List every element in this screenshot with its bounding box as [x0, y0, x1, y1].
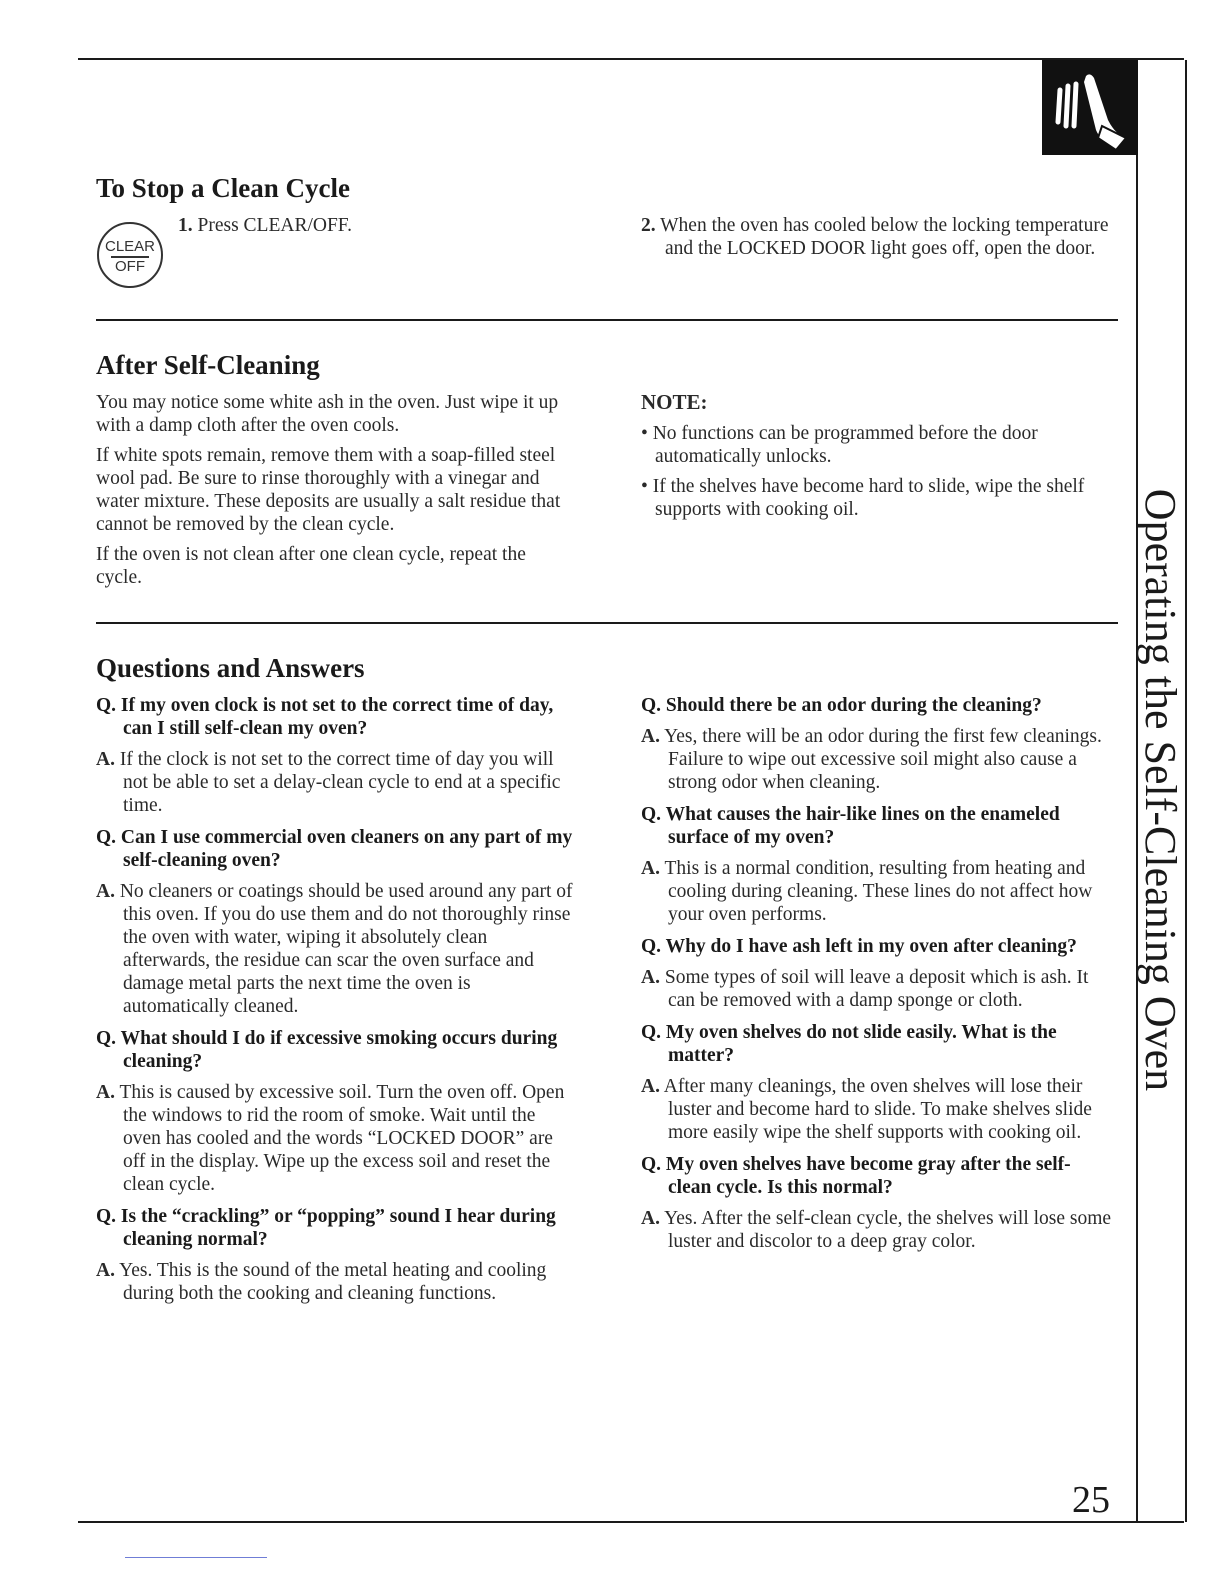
note-item: • No functions can be programmed before the door automatically unlocks.: [641, 423, 1038, 467]
question: Q. Should there be an odor during the cleaning?: [641, 695, 1042, 716]
step-2-number: 2.: [641, 215, 656, 236]
off-label: OFF: [115, 258, 145, 275]
step-2-text: When the oven has cooled below the locking temperature and the LOCKED DOOR light goes off, open the door.: [660, 215, 1109, 259]
step-1-text: Press CLEAR/OFF.: [197, 215, 352, 236]
note-item: • If the shelves have become hard to slide, wipe the shelf supports with cooking oil.: [641, 476, 1085, 520]
divider-1: [96, 319, 1118, 321]
step-1-number: 1.: [178, 215, 193, 236]
after-clean-paragraph: If white spots remain, remove them with a soap-filled steel wool pad. Be sure to rinse thoroughly with a vinegar and water mixture. These deposits are usually a salt residue that cannot be removed by the clean cycle.: [96, 445, 561, 535]
qa-left-column: [96, 694, 574, 1314]
answer: A. Yes. This is the sound of the metal heating and cooling during both the cooking and cleaning functions.: [96, 1260, 547, 1304]
answer: A. Some types of soil will leave a deposit which is ash. It can be removed with a damp sponge or cloth.: [641, 967, 1089, 1011]
clear-label: CLEAR: [104, 238, 156, 255]
stop-step-1: [178, 214, 622, 237]
stop-clean-heading: To Stop a Clean Cycle: [96, 173, 351, 203]
question: Q. What causes the hair-like lines on the enameled surface of my oven?: [641, 804, 1060, 848]
after-clean-paragraph: If the oven is not clean after one clean cycle, repeat the cycle.: [96, 544, 526, 588]
question: Q. My oven shelves have become gray after the self-clean cycle. Is this normal?: [641, 1154, 1071, 1198]
answer: A. If the clock is not set to the correct time of day you will not be able to set a delay-clean cycle to end at a specific time.: [96, 749, 561, 816]
answer: A. After many cleanings, the oven shelves will lose their luster and become hard to slide. To make shelves slide more easily wipe the shelf supports with cooking oil.: [641, 1076, 1092, 1143]
after-clean-heading: After Self-Cleaning: [96, 350, 320, 380]
clear-off-button-graphic: [97, 222, 163, 288]
question: Q. If my oven clock is not set to the correct time of day, can I still self-clean my oven?: [96, 695, 554, 739]
question: Q. Is the “crackling” or “popping” sound I hear during cleaning normal?: [96, 1206, 556, 1250]
answer: A. Yes. After the self-clean cycle, the shelves will lose some luster and discolor to a deep gray color.: [641, 1208, 1112, 1252]
question: Q. Can I use commercial oven cleaners on any part of my self-cleaning oven?: [96, 827, 573, 871]
qa-right-column: [641, 694, 1113, 1262]
after-clean-paragraph: You may notice some white ash in the oven. Just wipe it up with a damp cloth after the oven cools.: [96, 392, 559, 436]
link-underline: [125, 1557, 267, 1558]
top-rule: [78, 58, 1184, 60]
qa-heading: Questions and Answers: [96, 653, 365, 683]
question: Q. What should I do if excessive smoking occurs during cleaning?: [96, 1028, 558, 1072]
answer: A. No cleaners or coatings should be used around any part of this oven. If you do use them and do not thoroughly rinse the oven with water, wiping it absolutely clean afterwards, the residue can scar the oven surface and damage metal parts the next time the oven is automatically cleaned.: [96, 881, 573, 1017]
after-clean-body: [96, 391, 574, 596]
stop-step-2: [641, 214, 1130, 260]
answer: A. This is caused by excessive soil. Turn the oven off. Open the windows to rid the room of smoke. Wait until the oven has cooled and the words “LOCKED DOOR” are off in the display. Wipe up the excess soil and reset the clean cycle.: [96, 1082, 565, 1195]
note-heading: NOTE:: [641, 390, 708, 414]
question: Q. Why do I have ash left in my oven after cleaning?: [641, 936, 1077, 957]
question: Q. My oven shelves do not slide easily. What is the matter?: [641, 1022, 1057, 1066]
divider-2: [96, 622, 1118, 624]
section-title: Operating the Self-Cleaning Oven: [1136, 488, 1185, 1092]
note-block: [641, 391, 1111, 528]
bottom-rule: [78, 1521, 1184, 1523]
hand-pressing-icon: [1042, 60, 1138, 155]
answer: A. Yes, there will be an odor during the first few cleanings. Failure to wipe out excessive soil might also cause a strong odor when cleaning.: [641, 726, 1102, 793]
answer: A. This is a normal condition, resulting from heating and cooling during cleaning. These lines do not affect how your oven performs.: [641, 858, 1093, 925]
page-number: 25: [1072, 1479, 1110, 1521]
